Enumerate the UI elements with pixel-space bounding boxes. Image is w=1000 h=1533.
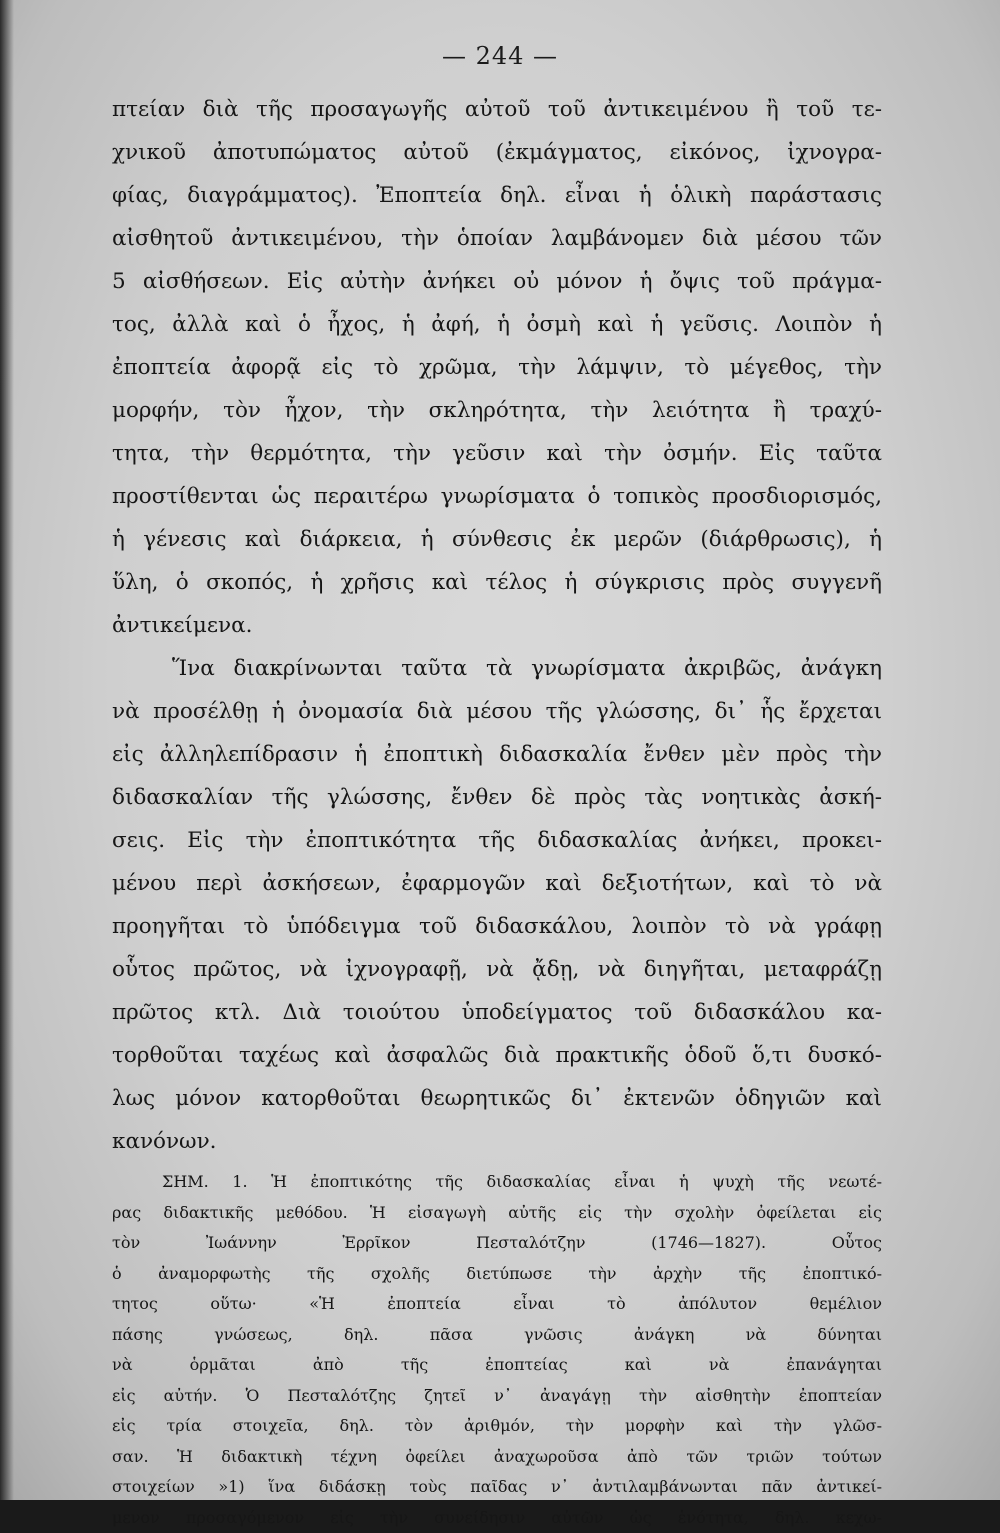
text-line: ἡ γένεσις καὶ διάρκεια, ἡ σύνθεσις ἐκ μερῶν (διάρθρωσις), ἡ — [112, 518, 882, 561]
text-line: οὗτος πρῶτος, νὰ ἰχνογραφῇ, νὰ ᾄδῃ, νὰ διηγῆται, μεταφράζῃ — [112, 948, 882, 991]
text-line: διδασκαλίαν τῆς γλώσσης, ἔνθεν δὲ πρὸς τὰς νοητικὰς ἀσκή- — [112, 776, 882, 819]
text-line: τορθοῦται ταχέως καὶ ἀσφαλῶς διὰ πρακτικῆς ὁδοῦ ὅ,τι δυσκό- — [112, 1034, 882, 1077]
main-text — [112, 88, 882, 1163]
note-line: σαν. Ἡ διδακτικὴ τέχνη ὀφείλει ἀναχωροῦσα ἀπὸ τῶν τριῶν τούτων — [112, 1442, 882, 1473]
note-line: μενον προσαγόμενον εἰς τὴν συνείδησιν αὐτῶν ὡς ἑνότητα, δηλ. κεχω- — [112, 1503, 882, 1533]
text-line: προηγῆται τὸ ὑπόδειγμα τοῦ διδασκάλου, λοιπὸν τὸ νὰ γράφῃ — [112, 905, 882, 948]
binding-shadow — [0, 0, 14, 1500]
page-number: — 244 — — [0, 42, 1000, 70]
note-line: εἰς τρία στοιχεῖα, δηλ. τὸν ἀριθμόν, τὴν μορφὴν καὶ τὴν γλῶσ- — [112, 1411, 882, 1442]
text-line: σεις. Εἰς τὴν ἐποπτικότητα τῆς διδασκαλίας ἀνήκει, προκει- — [112, 819, 882, 862]
text-line: χνικοῦ ἀποτυπώματος αὐτοῦ (ἐκμάγματος, εἰκόνος, ἰχνογρα- — [112, 131, 882, 174]
note-line: στοιχείων »1) ἵνα διδάσκῃ τοὺς παῖδας ν᾿ ἀντιλαμβάνωνται πᾶν ἀντικεί- — [112, 1472, 882, 1503]
text-body — [112, 88, 882, 1533]
text-line: λως μόνον κατορθοῦται θεωρητικῶς δι᾿ ἐκτενῶν ὁδηγιῶν καὶ — [112, 1077, 882, 1120]
note-line: ρας διδακτικῆς μεθόδου. Ἡ εἰσαγωγὴ αὐτῆς εἰς τὴν σχολὴν ὀφείλεται εἰς — [112, 1198, 882, 1229]
text-line: τητα, τὴν θερμότητα, τὴν γεῦσιν καὶ τὴν ὀσμήν. Εἰς ταῦτα — [112, 432, 882, 475]
note-line: ΣΗΜ. 1. Ἡ ἐποπτικότης τῆς διδασκαλίας εἶναι ἡ ψυχὴ τῆς νεωτέ- — [112, 1167, 882, 1198]
text-line: μορφήν, τὸν ἦχον, τὴν σκληρότητα, τὴν λειότητα ἢ τραχύ- — [112, 389, 882, 432]
text-line: τος, ἀλλὰ καὶ ὁ ἦχος, ἡ ἀφή, ἡ ὀσμὴ καὶ ἡ γεῦσις. Λοιπὸν ἡ — [112, 303, 882, 346]
text-line: Ἵνα διακρίνωνται ταῦτα τὰ γνωρίσματα ἀκριβῶς, ἀνάγκη — [112, 647, 882, 690]
footnote-text — [112, 1167, 882, 1533]
note-line: ὁ ἀναμορφωτὴς τῆς σχολῆς διετύπωσε τὴν ἀρχὴν τῆς ἐποπτικό- — [112, 1259, 882, 1290]
text-line: πτείαν διὰ τῆς προσαγωγῆς αὐτοῦ τοῦ ἀντικειμένου ἢ τοῦ τε- — [112, 88, 882, 131]
text-line: νὰ προσέλθῃ ἡ ὀνομασία διὰ μέσου τῆς γλώσσης, δι᾿ ἧς ἔρχεται — [112, 690, 882, 733]
note-line: τὸν Ἰωάννην Ἐρρῖκον Πεσταλότζην (1746—1827). Οὗτος — [112, 1228, 882, 1259]
text-line: 5 αἰσθήσεων. Εἰς αὐτὴν ἀνήκει οὐ μόνον ἡ ὄψις τοῦ πράγμα- — [112, 260, 882, 303]
text-line: προστίθενται ὡς περαιτέρω γνωρίσματα ὁ τοπικὸς προσδιορισμός, — [112, 475, 882, 518]
text-line: φίας, διαγράμματος). Ἐποπτεία δηλ. εἶναι ἡ ὁλικὴ παράστασις — [112, 174, 882, 217]
note-line: νὰ ὁρμᾶται ἀπὸ τῆς ἐποπτείας καὶ νὰ ἐπανάγηται — [112, 1350, 882, 1381]
text-line: κανόνων. — [112, 1120, 882, 1163]
text-line: ὕλη, ὁ σκοπός, ἡ χρῆσις καὶ τέλος ἡ σύγκρισις πρὸς συγγενῆ — [112, 561, 882, 604]
text-line: πρῶτος κτλ. Διὰ τοιούτου ὑποδείγματος τοῦ διδασκάλου κα- — [112, 991, 882, 1034]
text-line: ἐποπτεία ἀφορᾷ εἰς τὸ χρῶμα, τὴν λάμψιν, τὸ μέγεθος, τὴν — [112, 346, 882, 389]
text-line: εἰς ἀλληλεπίδρασιν ἡ ἐποπτικὴ διδασκαλία ἔνθεν μὲν πρὸς τὴν — [112, 733, 882, 776]
text-line: ἀντικείμενα. — [112, 604, 882, 647]
text-line: μένου περὶ ἀσκήσεων, ἐφαρμογῶν καὶ δεξιοτήτων, καὶ τὸ νὰ — [112, 862, 882, 905]
note-line: πάσης γνώσεως, δηλ. πᾶσα γνῶσις ἀνάγκη νὰ δύνηται — [112, 1320, 882, 1351]
note-line: εἰς αὐτήν. Ὁ Πεσταλότζης ζητεῖ ν᾿ ἀναγάγῃ τὴν αἰσθητὴν ἐποπτείαν — [112, 1381, 882, 1412]
text-line: αἰσθητοῦ ἀντικειμένου, τὴν ὁποίαν λαμβάνομεν διὰ μέσου τῶν — [112, 217, 882, 260]
note-line: τητος οὕτω· «Ἡ ἐποπτεία εἶναι τὸ ἀπόλυτον θεμέλιον — [112, 1289, 882, 1320]
